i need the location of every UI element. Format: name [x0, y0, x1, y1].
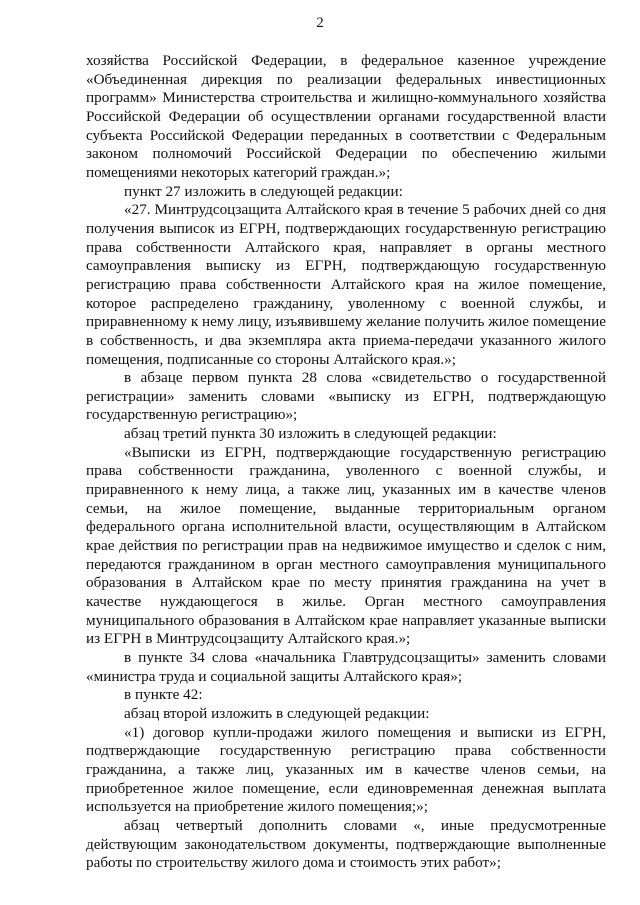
paragraph: в абзаце первом пункта 28 слова «свидетельство о государственной регистрации» заменить словами «выписку из ЕГРН, подтверждающую государственную регистрацию»; — [86, 369, 606, 424]
paragraph: пункт 27 изложить в следующей редакции: — [124, 182, 403, 200]
paragraph: абзац третий пункта 30 изложить в следующей редакции: — [124, 425, 497, 443]
paragraph: «1) договор купли-продажи жилого помещения и выписки из ЕГРН, подтверждающие государственную регистрацию права собственности гражданина, а также лиц, указанных им в качестве членов семьи, на приобретенное жилое помещение, если единовременная денежная выплата используется на приобретение жилого помещения;»; — [86, 723, 606, 816]
paragraph: «27. Минтрудсоцзащита Алтайского края в течение 5 рабочих дней со дня получения выписок из ЕГРН, подтверждающих государственную регистрацию права собственности Алтайского края, направляет в органы местного самоуправления выписку из ЕГРН, подтверждающую государственную регистрацию права собственности Алтайского края на жилое помещение, которое распределено гражданину, уволенному с военной службы, и приравненному к нему лицу, изъявившему желание получить жилое помещение в собственность, и два экземпляра акта приема-передачи указанного жилого помещения, подписанные со стороны Алтайского края.»; — [86, 201, 606, 368]
paragraph: абзац четвертый дополнить словами «, иные предусмотренные действующим законодательством документы, подтверждающие выполненные работы по строительству жилого дома и стоимость этих работ»; — [86, 816, 606, 872]
page-number: 2 — [316, 15, 324, 31]
paragraph: в пункте 34 слова «начальника Главтрудсоцзащиты» заменить словами «министра труда и социальной защиты Алтайского края»; — [86, 649, 606, 685]
document-body — [86, 52, 606, 873]
paragraph: хозяйства Российской Федерации, в федеральное казенное учреждение «Объединенная дирекция по реализации федеральных инвестиционных программ» Министерства строительства и жилищно-коммунального хозяйства Российской Федерации об осуществлении органами государственной власти субъекта Российской Федерации переданных в соответствии с Федеральным законом полномочий Российской Федерации по обеспечению жилыми помещениями некоторых категорий граждан.»; — [86, 52, 606, 181]
paragraph: в пункте 42: — [124, 686, 203, 704]
paragraph: абзац второй изложить в следующей редакции: — [124, 704, 430, 722]
paragraph: «Выписки из ЕГРН, подтверждающие государственную регистрацию права собственности гражданина, уволенного с военной службы, и приравненного к нему лица, а также лиц, указанных им в качестве членов семьи, на жилое помещение, выданные территориальным органом федерального органа исполнительной власти, осуществляющим в Алтайском крае действия по регистрации прав на недвижимое имущество и сделок с ним, передаются гражданином в орган местного самоуправления муниципального образования в Алтайском крае по месту принятия гражданина на учет в качестве нуждающегося в жилье. Орган местного самоуправления муниципального образования в Алтайском крае направляет указанные выписки из ЕГРН в Минтрудсоцзащиту Алтайского края.»; — [86, 443, 606, 648]
